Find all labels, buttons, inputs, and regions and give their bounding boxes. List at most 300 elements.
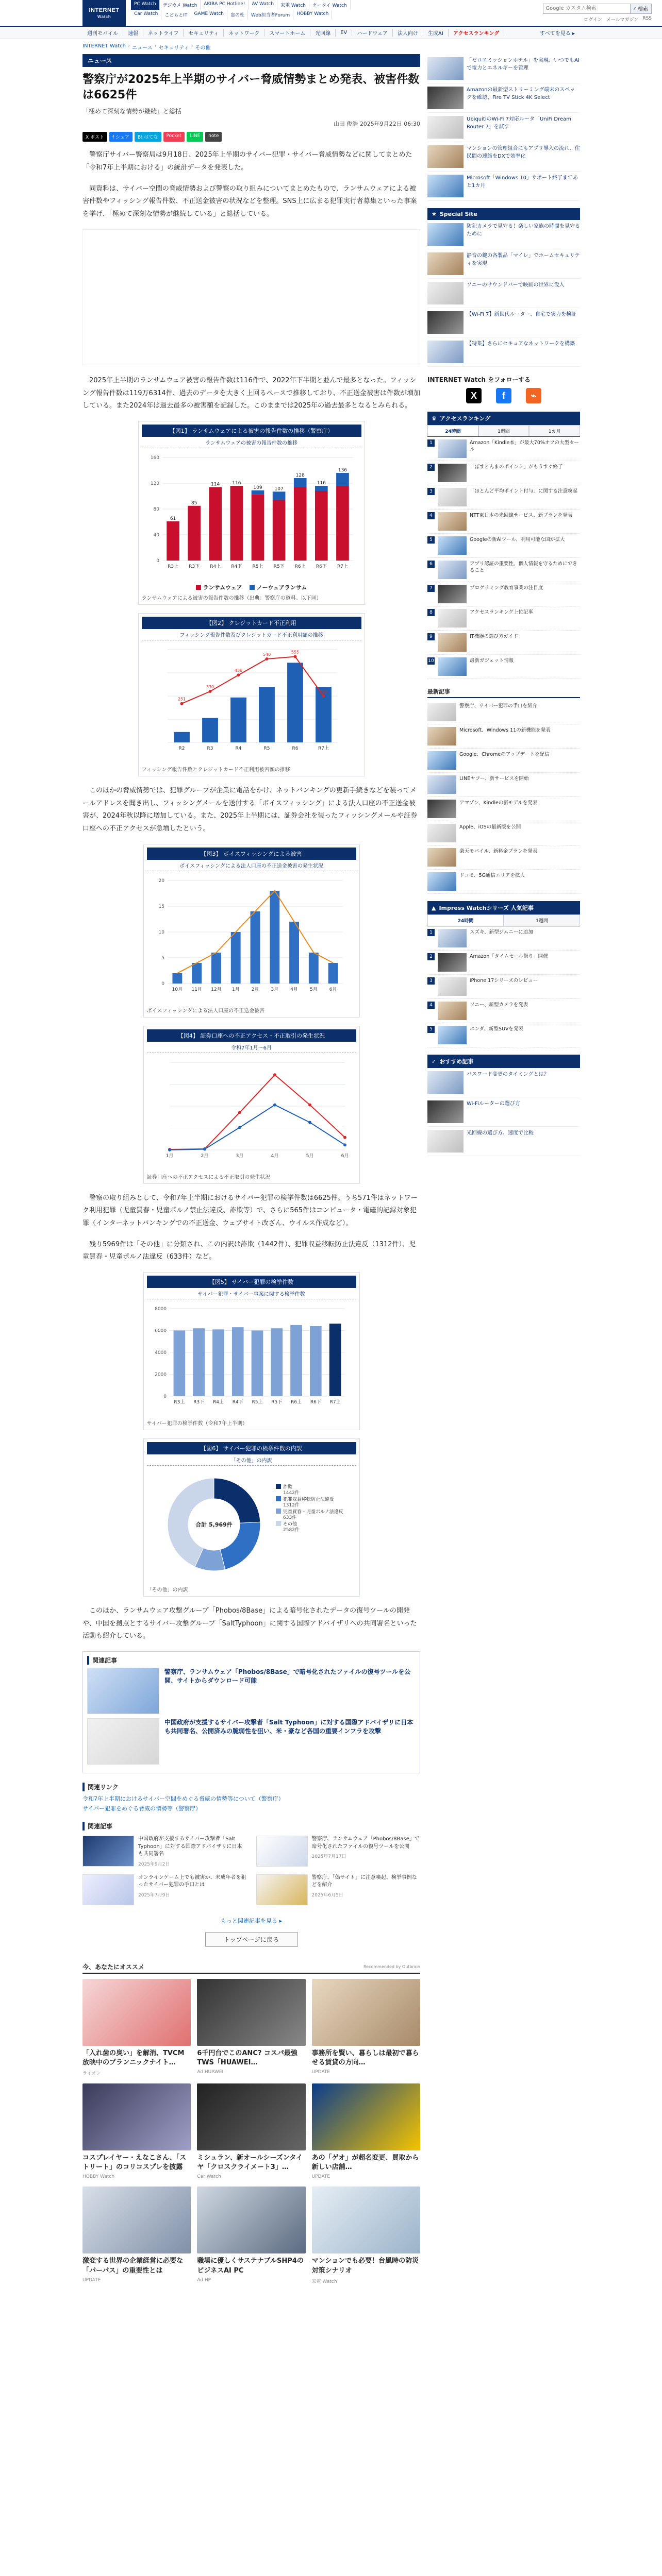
ranking-item[interactable] <box>427 534 580 558</box>
rank-number: 4 <box>427 512 435 519</box>
breadcrumb-item[interactable]: INTERNET Watch <box>82 43 126 49</box>
bar-voice <box>270 891 279 984</box>
x-tick-label: R6 <box>292 745 298 751</box>
recommend-title[interactable]: 職場に優しくサステナブルSHP4のビジネスAI PC <box>197 2257 304 2275</box>
sidebar-item[interactable] <box>427 54 580 83</box>
site-link[interactable]: GAME Watch <box>191 10 227 20</box>
sidebar-item[interactable] <box>427 249 580 279</box>
related-article-title[interactable]: 警察庁、ランサムウェア「Phobos/8Base」で暗号化されたファイルの復号ツールを公開 <box>311 1836 420 1850</box>
search-button[interactable] <box>631 4 652 14</box>
recommend-title[interactable]: 激変する世界の企業経営に必要な「パーパス」の重要性とは <box>82 2257 184 2275</box>
nav-item[interactable]: ネットライフ <box>143 29 184 37</box>
sidebar-item-title[interactable]: 【Wi-Fi 7】新世代ルーター、自宅で実力を検証 <box>467 312 576 317</box>
sidebar-thumbnail <box>427 1071 464 1094</box>
x-tick-label: R3下 <box>193 1400 204 1405</box>
site-link[interactable]: ケータイ Watch <box>309 0 351 10</box>
nav-more-link[interactable]: すべてを見る ▸ <box>540 31 575 37</box>
bar-arrests <box>290 1325 302 1396</box>
legend-swatch <box>276 1484 281 1489</box>
latest-title[interactable]: Microsoft、Windows 11の新機能を発表 <box>459 727 551 733</box>
sidebar-item[interactable] <box>427 337 580 367</box>
inline-related-box <box>82 1651 420 1773</box>
sidebar-item-title[interactable]: パスワード変更のタイミングとは？ <box>467 1072 549 1077</box>
related-thumbnail <box>256 1874 308 1905</box>
bar-arrests <box>193 1328 205 1396</box>
ranking-item[interactable] <box>427 461 580 485</box>
y-tick-label: 40 <box>153 532 159 538</box>
tab-24h[interactable]: 24時間 <box>427 914 504 926</box>
legend-value: 633件 <box>283 1515 296 1521</box>
figure-ransomware[interactable] <box>138 421 365 605</box>
back-to-top-button[interactable]: トップページに戻る <box>205 1932 298 1947</box>
ranking-thumbnail <box>438 929 467 947</box>
recommend-source: UPDATE <box>311 2174 330 2180</box>
recommend-title[interactable]: ミシュラン、新オールシーズンタイヤ「クロスクライメート3」… <box>197 2154 303 2172</box>
related-box-link[interactable]: 警察庁、ランサムウェア「Phobos/8Base」で暗号化されたファイルの復号ツールを公開、サイトからダウンロード可能 <box>164 1668 411 1684</box>
related-thumbnail <box>82 1836 134 1867</box>
x-tick-label: R4下 <box>232 1400 243 1405</box>
search-input[interactable] <box>543 4 631 14</box>
ranking-title[interactable]: ホンダ、新型SUVを発表 <box>470 1026 524 1032</box>
article-paragraph: 残り5969件は「その他」に分類され、この内訳は詐欺（1442件）、犯罪収益移転防止法違反（1312件）、児童買春・児童ポルノ法違反（633件）など。 <box>82 1240 416 1261</box>
legend-value: 1312件 <box>283 1503 300 1509</box>
rank-number: 5 <box>427 536 435 544</box>
ranking-item[interactable] <box>427 951 580 975</box>
nav-item[interactable]: ハードウェア <box>352 29 393 37</box>
site-link[interactable]: こどもとIT <box>161 10 191 20</box>
sister-sites <box>131 0 351 26</box>
sidebar-item[interactable] <box>427 113 580 142</box>
recommend-sponsor: Recommended by Outbrain <box>363 1964 420 1969</box>
ranking-title[interactable]: アプリ認証の重要性、個人情報を守るためにできること <box>470 561 577 574</box>
y-tick-label: 4000 <box>154 1350 167 1356</box>
latest-thumbnail <box>427 751 456 770</box>
sidebar-thumbnail <box>427 282 464 304</box>
bar-voice <box>250 911 260 984</box>
more-related-link[interactable]: もっと関連記事を見る ▸ <box>220 1917 283 1924</box>
sidebar-item[interactable] <box>427 308 580 337</box>
sidebar-item[interactable] <box>427 142 580 172</box>
bar-ransomware <box>251 494 264 561</box>
fire-icon: ▲ <box>432 904 436 911</box>
site-link[interactable]: HOBBY Watch <box>293 10 332 20</box>
rank-number: 8 <box>427 609 435 616</box>
bar-ransomware <box>336 486 349 561</box>
recommend-card[interactable] <box>197 2187 305 2284</box>
figure-subtitle: 令和7年1月〜6月 <box>147 1042 356 1053</box>
sidebar-item-title[interactable]: Microsoft「Windows 10」サポート終了まであと1カ月 <box>467 175 578 189</box>
rank-number: 2 <box>427 953 435 960</box>
recommend-image <box>197 2083 305 2150</box>
related-box-link[interactable]: 中国政府が支援するサイバー攻撃者「Salt Typhoon」に対する国際アドバイザリに日本も共同署名、公開済みの脆弱性を狙い、米・豪など各国の重要インフラを攻撃 <box>164 1719 413 1735</box>
ranking-item[interactable] <box>427 510 580 534</box>
nav-item[interactable]: セキュリティ <box>184 29 224 37</box>
y-tick-label: 80 <box>153 506 159 512</box>
sidebar-item-title[interactable]: 静音の鍵の各製品「マイレ」でホームセキュリティを実現 <box>467 253 580 266</box>
recommend-card[interactable] <box>82 2187 191 2284</box>
ranking-title[interactable]: Googleの新AIツール、利用可能な国が拡大 <box>470 537 565 543</box>
legend-label: その他 <box>283 1522 297 1528</box>
ranking-title[interactable]: 「ほとんど平均ポイント付与」に関する注意喚起 <box>470 488 578 494</box>
figure-phishing[interactable] <box>138 613 365 776</box>
site-link[interactable]: デジカメ Watch <box>160 0 201 10</box>
figure-title: 【図6】 サイバー犯罪の検挙件数の内訳 <box>147 1442 356 1454</box>
nav-item[interactable]: 週刊モバイル <box>82 29 123 37</box>
related-article-title[interactable]: 警察庁、「偽サイト」に注意喚起、検挙事例などを紹介 <box>311 1874 417 1888</box>
related-thumbnail <box>256 1836 308 1867</box>
sidebar-item[interactable] <box>427 172 580 201</box>
ranking-thumbnail <box>438 439 467 458</box>
site-link[interactable]: AKIBA PC Hotline! <box>201 0 249 10</box>
x-tick-label: R5下 <box>273 564 285 569</box>
latest-title[interactable]: Apple、iOSの最新版を公開 <box>459 824 521 830</box>
latest-title[interactable]: 楽天モバイル、新料金プランを発表 <box>459 849 538 854</box>
recommend-image <box>197 1979 305 2046</box>
recommend-card[interactable] <box>312 1979 420 2076</box>
x-tick-label: 5月 <box>306 1153 313 1159</box>
nav-item[interactable]: ネットワーク <box>224 29 264 37</box>
data-label: 540 <box>262 652 271 657</box>
newsletter-link[interactable]: メールマガジン <box>606 17 639 23</box>
nav-item[interactable]: 法人向け <box>393 29 423 37</box>
y-tick-label: 6000 <box>154 1328 167 1334</box>
ranking-title[interactable]: ソニー、新型カメラを発表 <box>470 1002 528 1008</box>
ranking-title[interactable]: IT機器の選び方ガイド <box>470 634 518 639</box>
sidebar-item-title[interactable]: マンションの管理組合にもアプリ導入の流れ、住民間の連絡をDXで効率化 <box>467 146 580 159</box>
reco-heading <box>427 1055 580 1068</box>
rank-number: 10 <box>428 658 434 664</box>
tab-1month[interactable]: 1カ月 <box>529 425 580 436</box>
latest-item[interactable] <box>427 700 580 724</box>
related-article-card[interactable] <box>256 1836 421 1867</box>
site-link[interactable]: PC Watch <box>131 0 160 10</box>
ranking-title[interactable]: Amazon「Kindle本」が最大70%オフの大型セール <box>470 440 579 453</box>
share-button[interactable]: f シェア <box>109 132 133 142</box>
sidebar-thumbnail <box>427 1130 464 1153</box>
login-link[interactable]: ログイン <box>584 17 602 23</box>
data-label: 109 <box>253 485 262 490</box>
sidebar-item-title[interactable]: Wi-Fiルーターの選び方 <box>467 1101 520 1107</box>
latest-title[interactable]: ドコモ、5G通信エリアを拡大 <box>459 873 525 878</box>
latest-thumbnail <box>427 824 456 842</box>
ranking-title[interactable]: スズキ、新型ジムニーに追加 <box>470 929 533 935</box>
recommend-image <box>312 1979 420 2046</box>
ranking-heading <box>427 412 580 425</box>
nav-item[interactable]: EV <box>336 30 352 36</box>
recommend-header <box>82 1962 420 1974</box>
bar-noware <box>315 486 328 491</box>
recommend-image <box>82 2187 191 2253</box>
article-column <box>82 54 420 2284</box>
ranking-item[interactable] <box>427 606 580 631</box>
y-tick-label: 160 <box>150 455 159 461</box>
latest-item[interactable] <box>427 724 580 749</box>
facebook-icon[interactable]: f <box>496 388 511 403</box>
latest-title[interactable]: Google、Chromeのアップデートを配信 <box>459 752 550 757</box>
ad-space <box>82 229 420 366</box>
bar-phishing <box>259 687 275 742</box>
ranking-item[interactable] <box>427 485 580 510</box>
legend-swatch <box>276 1521 281 1526</box>
sidebar-item-title[interactable]: UbiquitiのWi-Fi 7対応ルータ「UniFi Dream Router 7」を試す <box>467 116 572 130</box>
related-box-item[interactable] <box>87 1668 416 1714</box>
sidebar-item[interactable] <box>427 1068 580 1097</box>
latest-title[interactable]: LINEヤフー、新サービスを開始 <box>459 776 529 782</box>
sidebar-thumbnail <box>427 145 464 168</box>
legend-value: 2582件 <box>283 1528 300 1533</box>
sidebar-item-title[interactable]: ソニーのサウンドバーで映画の世界に没入 <box>467 282 565 288</box>
bar-phishing <box>230 698 246 742</box>
ranking-title[interactable]: 最新ガジェット情報 <box>470 658 514 664</box>
tab-1week[interactable]: 1週間 <box>478 425 529 436</box>
latest-item[interactable] <box>427 797 580 821</box>
figure-title: 【図4】 証券口座への不正アクセス・不正取引の発生状況 <box>147 1029 356 1042</box>
data-label: 330 <box>206 684 214 689</box>
recommend-title[interactable]: 事務所を賢い、暮らしは最初で暮らせる賃貸の方向… <box>311 2049 419 2066</box>
recommend-image <box>312 2083 420 2150</box>
x-tick-label: 3月 <box>236 1153 243 1159</box>
nav-item[interactable]: 生成AI <box>423 29 449 37</box>
x-tick-label: R4上 <box>212 1400 224 1405</box>
nav-item[interactable]: スマートホーム <box>264 29 310 37</box>
data-label: 107 <box>274 486 284 492</box>
latest-item[interactable] <box>427 845 580 870</box>
data-label: 116 <box>231 480 241 486</box>
line-point <box>273 1103 276 1106</box>
recommend-card[interactable] <box>82 1979 191 2076</box>
search-bar <box>543 4 652 14</box>
x-tick-label: 11月 <box>191 987 202 992</box>
pie-slice <box>220 1522 260 1569</box>
related-box-item[interactable] <box>87 1718 416 1765</box>
latest-title[interactable]: 警察庁、サイバー犯罪の手口を紹介 <box>459 703 538 709</box>
ranking-title[interactable]: プログラミング教育事業の注目度 <box>470 585 543 591</box>
x-tick-label: 1月 <box>166 1153 173 1159</box>
recommend-card[interactable] <box>82 2083 191 2179</box>
figure-securities[interactable] <box>143 1026 360 1184</box>
related-article-date: 2025年7月9日 <box>138 1892 170 1898</box>
nav-item-ranking[interactable]: アクセスランキング <box>449 29 504 37</box>
data-label: 251 <box>177 697 186 702</box>
ranking-title[interactable]: iPhone 17シリーズのレビュー <box>470 978 538 984</box>
latest-item[interactable] <box>427 773 580 797</box>
site-logo[interactable] <box>82 0 126 26</box>
latest-title[interactable]: アマゾン、Kindleの新モデルを発表 <box>459 800 538 806</box>
ranking-thumbnail <box>438 609 467 628</box>
share-button[interactable]: B! はてな <box>135 132 161 142</box>
rss-icon[interactable]: ⌁ <box>526 388 541 403</box>
x-tick-label: 3月 <box>270 987 278 992</box>
related-article-card[interactable] <box>256 1874 421 1905</box>
share-button[interactable]: note <box>205 132 222 142</box>
share-button[interactable]: X ポスト <box>82 132 107 142</box>
x-tick-label: 2月 <box>201 1153 208 1159</box>
recommend-card[interactable] <box>197 1979 305 2076</box>
ranking-title[interactable]: Amazon「タイムセール祭り」開催 <box>470 954 548 959</box>
search-icon: ⌕ <box>634 6 637 11</box>
impress-list <box>427 926 580 1047</box>
breadcrumb-item[interactable]: ニュース <box>132 45 153 51</box>
site-link[interactable]: AV Watch <box>249 0 277 10</box>
bar-phishing <box>287 663 303 742</box>
sidebar-item[interactable] <box>427 83 580 113</box>
ranking-thumbnail <box>438 977 467 996</box>
y-tick-label: 0 <box>156 558 159 564</box>
recommend-title[interactable]: マンションでも必要！台風時の防災対策シナリオ <box>311 2257 419 2275</box>
rss-link[interactable]: RSS <box>642 15 652 21</box>
recommend-title[interactable]: コスプレイヤー・えなこさん、「ストリート」のコリコスプレを披露 <box>82 2154 187 2172</box>
sidebar-item-title[interactable]: 「ゼロエミッションホテル」を実現、いつでもAIで電力とエネルギーを管理 <box>467 58 580 71</box>
legend-label: 犯罪収益移転防止法違反 <box>283 1497 334 1503</box>
recommend-card[interactable] <box>197 2083 305 2179</box>
ranking-item[interactable] <box>427 975 580 999</box>
latest-thumbnail <box>427 872 456 891</box>
sidebar-item-title[interactable]: 【特集】さらにセキュアなネットワークを構築 <box>467 341 575 347</box>
article-paragraph: 警察の取り組みとして、令和7年上半期におけるサイバー犯罪の検挙件数は6625件。うち571件はネットワーク利用犯罪（児童買春・児童ポルノ禁止法違反、詐欺等）で、さらに565件はコンピュータ・電磁的記録対象犯罪（インターネットバンキングでの不正送金、ウェブサイト改ざん、ウイルス作成など）。 <box>82 1194 418 1227</box>
reco-list <box>427 1068 580 1156</box>
ranking-item[interactable] <box>427 1023 580 1047</box>
ranking-item[interactable] <box>427 582 580 606</box>
sidebar-item[interactable] <box>427 279 580 308</box>
y-tick-label: 8000 <box>154 1307 167 1312</box>
recommend-title[interactable]: 「入れ歯の臭い」を解消、TVCM放映中のプランニックナイト… <box>82 2049 185 2066</box>
latest-item[interactable] <box>427 749 580 773</box>
latest-thumbnail <box>427 775 456 794</box>
star-icon: ★ <box>432 211 437 217</box>
x-tick-label: R5上 <box>252 564 263 569</box>
reco-heading-label: おすすめ記事 <box>439 1058 474 1065</box>
tab-24h[interactable]: 24時間 <box>427 425 478 436</box>
related-article-title[interactable]: 中国政府が支援するサイバー攻撃者「Salt Typhoon」に対する国際アドバイザリに日本も共同署名 <box>138 1836 242 1857</box>
related-article-title[interactable]: オンラインゲーム上でも被害か、未成年者を狙ったサイバー犯罪の手口とは <box>138 1874 246 1888</box>
latest-item[interactable] <box>427 870 580 894</box>
recommend-image <box>197 2187 305 2253</box>
nav-item[interactable]: 速報 <box>123 29 143 37</box>
x-tick-label: R6上 <box>294 564 306 569</box>
latest-thumbnail <box>427 727 456 745</box>
legend-label: 詐欺 <box>283 1485 292 1490</box>
figure-arrests[interactable] <box>143 1272 360 1430</box>
related-link[interactable]: サイバー犯罪をめぐる脅威の情勢等（警察庁） <box>82 1805 202 1812</box>
tab-1week[interactable]: 1週間 <box>504 914 580 926</box>
recommend-source: 家電 Watch <box>311 2279 337 2284</box>
recommend-source: UPDATE <box>311 2070 330 2075</box>
sidebar-item[interactable] <box>427 220 580 249</box>
related-link[interactable]: 令和7年上半期におけるサイバー空間をめぐる脅威の情勢等について（警察庁） <box>82 1795 284 1803</box>
figure-caption: 「その他」の内訳 <box>146 1587 188 1594</box>
figure-caption: フィッシング報告件数とクレジットカード不正利用被害額の推移 <box>141 767 290 773</box>
share-button[interactable]: Pocket <box>163 132 185 142</box>
securities-line-chart <box>147 1055 356 1168</box>
latest-item[interactable] <box>427 821 580 845</box>
sidebar-item-title[interactable]: 光回線の選び方、速度で比較 <box>467 1130 534 1136</box>
site-link[interactable]: Web担当者Forum <box>248 10 293 20</box>
rank-number: 3 <box>427 977 435 985</box>
rank-number: 4 <box>427 1002 435 1009</box>
recommend-card[interactable] <box>312 2083 420 2179</box>
sidebar-item[interactable] <box>427 1097 580 1127</box>
breadcrumb-item[interactable]: その他 <box>195 45 211 51</box>
sidebar-thumbnail <box>427 311 464 334</box>
sidebar-item-title[interactable]: Amazonの最新型ストリーミング端末のスペックを確認、Fire TV Stick 4K Select <box>467 87 575 100</box>
share-button[interactable]: LINE <box>187 132 203 142</box>
related-article-date: 2025年7月17日 <box>311 1854 346 1860</box>
related-article-card[interactable] <box>82 1874 247 1905</box>
article-subtitle: 「極めて深刻な情勢が継続」と総括 <box>82 108 182 115</box>
line-point <box>238 1111 241 1114</box>
article-paragraph: このほか、ランサムウェア攻撃グループ「Phobos/8Base」による暗号化されたデータの復号ツールの開発や、中国を拠点とするサイバー攻撃グループ「SaltTyphoon」に関する国際アドバイザリへの共同署名といった活動も紹介している。 <box>82 1607 417 1640</box>
bar-noware <box>251 490 264 495</box>
site-link[interactable]: 家電 Watch <box>277 0 309 10</box>
site-link[interactable]: 窓の杜 <box>227 10 248 20</box>
sidebar-item-title[interactable]: 防犯カメラで見守る！楽しい家族の時間を見守るために <box>467 224 580 237</box>
chart-legend <box>142 583 361 591</box>
x-tick-label: 6月 <box>329 987 337 992</box>
line-point <box>322 694 325 698</box>
legend-label: 児童買春・児童ポルノ法違反 <box>283 1510 343 1515</box>
sidebar-thumbnail <box>427 252 464 275</box>
nav-item[interactable]: 光回線 <box>310 29 336 37</box>
x-icon[interactable]: X <box>466 388 482 403</box>
ranking-thumbnail <box>438 488 467 506</box>
breadcrumb-item[interactable]: セキュリティ <box>158 45 189 51</box>
site-link[interactable]: Car Watch <box>131 10 161 20</box>
recommend-title[interactable]: あの「ゲオ」が超名変更、買取から新しい店舗… <box>311 2154 419 2172</box>
ranking-item[interactable] <box>427 631 580 655</box>
sidebar-item[interactable] <box>427 1127 580 1156</box>
ranking-title[interactable]: アクセスランキング上位記事 <box>470 609 533 615</box>
ransomware-bar-chart <box>142 450 361 579</box>
figure-breakdown[interactable] <box>143 1438 360 1597</box>
article-paragraph: 2025年上半期のランサムウェア被害の報告件数は116件で、2022年下半期と並んで最多となった。フィッシング報告件数は119万6314件、過去のデータを大きく上回るペースで推移しており、不正送金被害は件数が増加している。また2024年は過去最多の被害額を記録した。このままでは2025年の過去最多となるとみられる。 <box>82 376 420 410</box>
ranking-item[interactable] <box>427 558 580 582</box>
line-point <box>238 1126 241 1129</box>
ranking-thumbnail <box>438 512 467 531</box>
ranking-thumbnail <box>438 633 467 652</box>
rank-number: 5 <box>427 1026 435 1033</box>
related-articles-heading: 関連記事 <box>82 1822 420 1831</box>
breadcrumb: INTERNET Watch › ニュース › セキュリティ › その他 <box>82 43 211 51</box>
rank-number: 3 <box>427 488 435 495</box>
ranking-item[interactable] <box>427 655 580 679</box>
header-links <box>584 16 652 23</box>
recommend-card[interactable] <box>312 2187 420 2284</box>
x-tick-label: R5上 <box>252 1400 262 1405</box>
rank-number: 9 <box>427 633 435 640</box>
related-thumbnail <box>87 1718 159 1765</box>
bar-voice <box>211 953 221 984</box>
ranking-item[interactable] <box>427 437 580 461</box>
related-article-card[interactable] <box>82 1836 247 1867</box>
recommend-source: Car Watch <box>197 2174 221 2180</box>
recommend-title[interactable]: 6千円台でこのANC? コスパ最強TWS「HUAWEI… <box>197 2049 297 2066</box>
y-tick-label: 120 <box>150 481 159 486</box>
x-tick-label: 6月 <box>341 1153 349 1159</box>
figure-voice-phishing[interactable] <box>143 844 360 1018</box>
x-tick-label: R3 <box>207 745 213 751</box>
ranking-thumbnail <box>438 657 467 676</box>
bar-ransomware <box>188 506 201 561</box>
page-body <box>0 51 662 2284</box>
ranking-title[interactable]: NTT東日本の光回線サービス、新プランを発表 <box>470 513 573 518</box>
x-tick-label: 12月 <box>210 987 222 992</box>
related-articles-grid <box>82 1836 420 1905</box>
x-tick-label: 2月 <box>251 987 259 992</box>
ranking-item[interactable] <box>427 999 580 1023</box>
ranking-item[interactable] <box>427 926 580 951</box>
ranking-title[interactable]: 「ぽすとんまのポイント」がもうすぐ終了 <box>470 464 563 470</box>
bar-phishing <box>202 718 218 742</box>
